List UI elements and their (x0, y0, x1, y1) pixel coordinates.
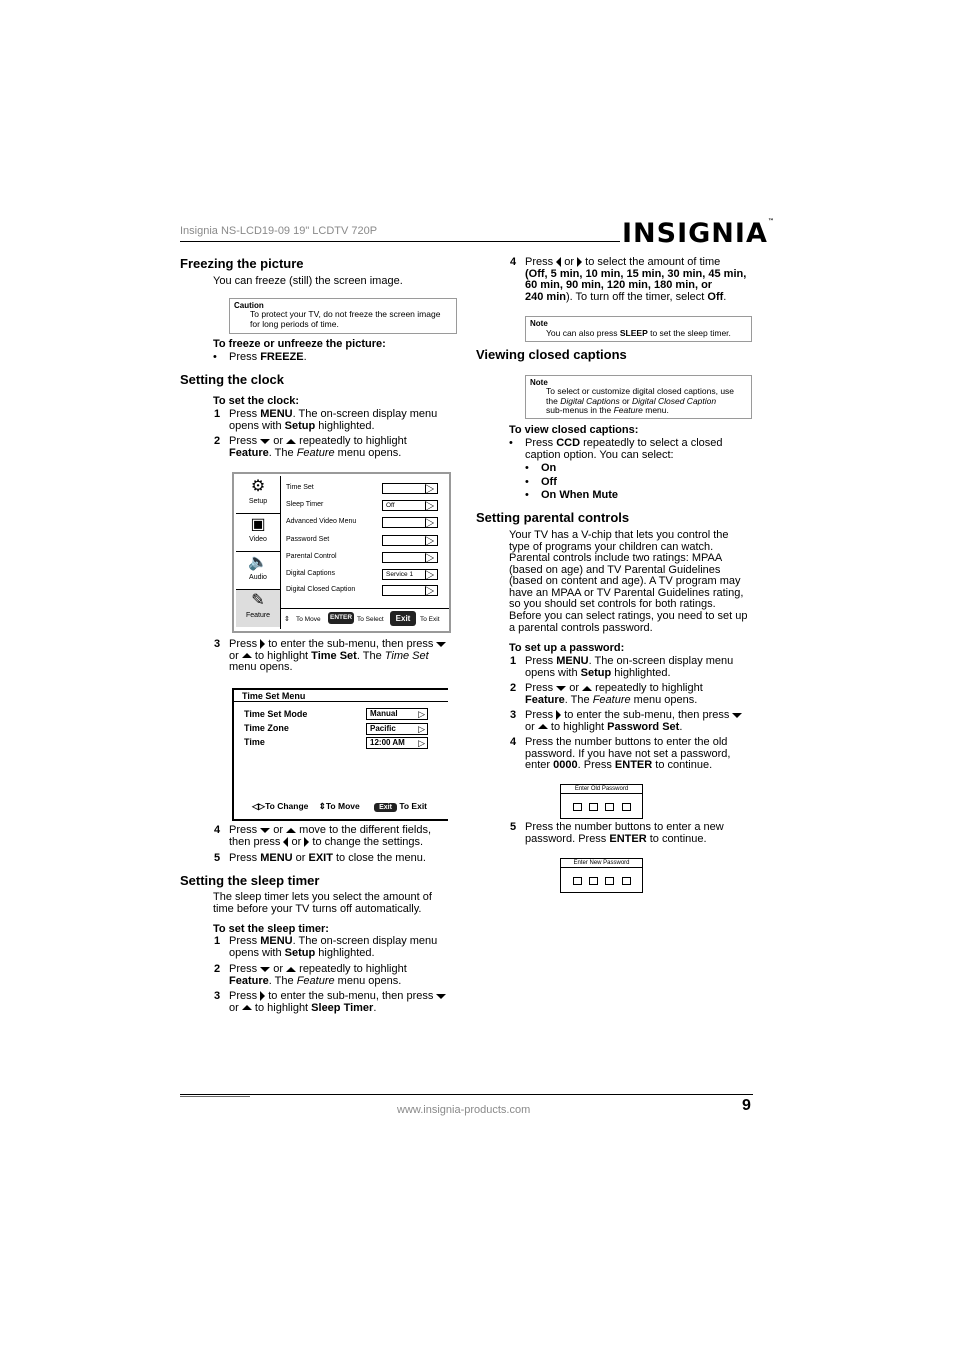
page-number: 9 (742, 1097, 751, 1114)
new-password-dialog (560, 858, 643, 893)
menu-item-sleep-timer[interactable]: Sleep Timer (286, 501, 324, 508)
insignia-logo: INSIGNIA™ (622, 218, 775, 249)
caption-option-on: • On (525, 462, 557, 474)
advanced-video-field[interactable] (382, 517, 438, 528)
sleep-step-1: 1 Press MENU. The on-screen display menu opens with Setup highlighted. (214, 935, 438, 959)
password-digit-box[interactable] (573, 877, 582, 885)
down-arrow-icon (436, 642, 446, 647)
right-arrow-icon: ▷ (418, 724, 425, 734)
sleep-note-text: You can also press SLEEP to set the sleep timer. (546, 328, 731, 338)
password-digit-box[interactable] (622, 803, 631, 811)
tab-video[interactable]: ▣ Video (236, 514, 280, 552)
footer-rule (180, 1094, 753, 1095)
sleep-note-box (525, 316, 752, 342)
tab-audio[interactable]: 🔈 Audio (236, 552, 280, 590)
caption-option-off: • Off (525, 476, 557, 488)
audio-icon: 🔈 (248, 554, 268, 571)
right-arrow-icon: ▷ (418, 709, 425, 719)
old-password-dialog (560, 784, 643, 819)
time-label: Time (244, 737, 265, 747)
feature-icon: ✎ (251, 592, 265, 609)
clock-heading: Setting the clock (180, 372, 285, 387)
password-step-2: 2 Press or repeatedly to highlight Feature. The Feature menu opens. (510, 682, 703, 706)
sleep-step-4: 4 Press or to select the amount of time (Off, 5 min, 10 min, 15 min, 30 min, 45 min, 60 min, 90 min, 120 min, 180 min, or 240 min). To turn off the timer, select Off. (510, 256, 747, 303)
menu-item-digital-captions[interactable]: Digital Captions (286, 570, 336, 577)
right-arrow-icon (260, 991, 265, 1001)
sleep-step-3: 3 Press to enter the sub-menu, then press or to highlight Sleep Timer. (229, 991, 454, 1014)
right-arrow-icon (556, 710, 561, 720)
captions-bullet: • Press CCD repeatedly to select a closed caption option. You can select: (509, 437, 723, 461)
parental-heading: Setting parental controls (476, 510, 630, 525)
clock-subheading: To set the clock: (213, 395, 299, 407)
password-digit-box[interactable] (605, 877, 614, 885)
password-digit-box[interactable] (589, 877, 598, 885)
up-arrow-icon (286, 439, 296, 444)
up-arrow-icon (582, 686, 592, 691)
parental-intro: Your TV has a V-chip that lets you control the type of programs your children can watch. Parental controls include two ratings: MPAA (based on age) and TV Parental Guidelines (based on content and age). A TV program may have an MPAA or TV Parental Guidelines rating, so you should set controls for both ratings. (509, 529, 744, 610)
time-zone-label: Time Zone (244, 723, 289, 733)
left-arrow-icon (283, 837, 288, 847)
new-password-label: Enter New Password (561, 860, 642, 868)
down-arrow-icon (260, 439, 270, 444)
sleep-intro: The sleep timer lets you select the amount of time before your TV turns off automatically. (213, 891, 432, 915)
up-arrow-icon (242, 1005, 252, 1010)
tab-feature[interactable]: ✎ Feature (236, 590, 280, 627)
leftright-icon: ◁▷ (252, 801, 266, 811)
down-arrow-icon (732, 713, 742, 718)
footer-url: www.insignia-products.com (397, 1104, 531, 1116)
running-header: Insignia NS-LCD19-09 19" LCDTV 720P (180, 225, 378, 237)
password-digit-box[interactable] (589, 803, 598, 811)
password-step-1: 1 Press MENU. The on-screen display menu opens with Setup highlighted. (510, 655, 734, 679)
parental-control-field[interactable] (382, 552, 438, 563)
password-step-3: 3 Press to enter the sub-menu, then press or to highlight Password Set. (525, 710, 753, 733)
menu-item-digital-closed-caption[interactable]: Digital Closed Caption (286, 586, 356, 593)
video-icon: ▣ (250, 516, 266, 533)
digital-closed-caption-field[interactable] (382, 585, 438, 596)
password-digit-box[interactable] (622, 877, 631, 885)
clock-step-1: 1 Press MENU. The on-screen display menu opens with Setup highlighted. (214, 408, 438, 432)
password-step-4: 4 Press the number buttons to enter the old password. If you have not set a password, enter 0000. Press ENTER to continue. (510, 736, 731, 771)
menu-item-time-set[interactable]: Time Set (286, 484, 314, 491)
updown-icon: ⇕ (284, 616, 290, 623)
clock-step-4: 4 Press or move to the different fields, then press or to change the settings. (214, 824, 432, 848)
sleep-subheading: To set the sleep timer: (213, 923, 329, 935)
captions-heading: Viewing closed captions (476, 347, 627, 362)
caption-option-on-when-mute: • On When Mute (525, 489, 618, 501)
setup-icon: ⚙ (250, 478, 266, 495)
time-zone-field[interactable]: Pacific ▷ (366, 723, 428, 735)
menu-item-advanced-video[interactable]: Advanced Video Menu (286, 518, 357, 525)
clock-step-3: 3 Press to enter the sub-menu, then press or to highlight Time Set. The Time Set menu opens. (229, 639, 454, 674)
down-arrow-icon (436, 994, 446, 999)
parental-intro-2: Before you can select ratings, you need to set up a parental controls password. (509, 610, 748, 634)
sleep-heading: Setting the sleep timer (180, 873, 320, 888)
password-subheading: To set up a password: (509, 642, 625, 654)
menu-item-password-set[interactable]: Password Set (286, 536, 330, 543)
note-title: Note (530, 378, 548, 387)
feature-menu-screen (232, 472, 451, 633)
caution-text: To protect your TV, do not freeze the screen image for long periods of time. (250, 309, 441, 329)
captions-note-box (525, 375, 752, 419)
left-arrow-icon (556, 257, 561, 267)
old-password-label: Enter Old Password (561, 786, 642, 794)
captions-note-text: To select or customize digital closed captions, use the Digital Captions or Digital Closed Caption sub-menus in the Feature menu. (546, 386, 735, 415)
password-step-5: 5 Press the number buttons to enter a new password. Press ENTER to continue. (510, 821, 724, 845)
password-digit-box[interactable] (573, 803, 582, 811)
right-arrow-icon (304, 837, 309, 847)
time-set-mode-field[interactable]: Manual ▷ (366, 708, 428, 720)
time-set-mode-label: Time Set Mode (244, 709, 308, 719)
time-field[interactable]: 12:00 AM ▷ (366, 737, 428, 749)
password-digit-box[interactable] (605, 803, 614, 811)
updown-icon: ⇕ (318, 801, 326, 811)
clock-step-2: 2 Press or repeatedly to highlight Feature. The Feature menu opens. (214, 435, 407, 459)
freeze-subheading: To freeze or unfreeze the picture: (213, 338, 386, 350)
down-arrow-icon (260, 828, 270, 833)
sleep-step-2: 2 Press or repeatedly to highlight Feature. The Feature menu opens. (214, 963, 407, 987)
captions-subheading: To view closed captions: (509, 424, 639, 436)
right-arrow-icon (260, 639, 265, 649)
menu-tabs (236, 476, 281, 629)
up-arrow-icon (286, 828, 296, 833)
down-arrow-icon (556, 686, 566, 691)
menu-hint-bar: ⇕ To Move ENTER To Select Exit To Exit (280, 608, 449, 631)
note-title: Note (530, 319, 548, 328)
clock-step-5: 5 Press MENU or EXIT to close the menu. (214, 852, 426, 864)
sleep-timer-field[interactable]: Off (382, 500, 438, 511)
menu-item-parental-control[interactable]: Parental Control (286, 553, 337, 560)
down-arrow-icon (260, 967, 270, 972)
exit-key-icon: Exit (390, 611, 416, 626)
up-arrow-icon (538, 724, 548, 729)
tab-setup[interactable]: ⚙ Setup (236, 476, 280, 514)
digital-captions-field[interactable]: Service 1 (382, 569, 438, 580)
freeze-heading: Freezing the picture (180, 256, 304, 271)
time-set-menu-title: Time Set Menu (234, 688, 448, 702)
exit-key-icon: Exit (374, 803, 397, 812)
footer-rule-accent (180, 1096, 250, 1097)
time-set-field[interactable] (382, 483, 438, 494)
up-arrow-icon (242, 653, 252, 658)
right-arrow-icon: ▷ (418, 738, 425, 748)
time-set-menu-screen (232, 688, 448, 821)
freeze-intro: You can freeze (still) the screen image. (213, 275, 403, 287)
up-arrow-icon (286, 967, 296, 972)
password-set-field[interactable] (382, 535, 438, 546)
time-set-hint-bar: ◁▷To Change ⇕To Move Exit To Exit (252, 801, 428, 811)
freeze-bullet: • Press FREEZE. (213, 351, 307, 363)
right-arrow-icon (577, 257, 582, 267)
enter-key-icon: ENTER (328, 612, 354, 624)
header-rule (180, 241, 620, 242)
caution-title: Caution (234, 301, 264, 310)
caution-box (229, 298, 457, 334)
